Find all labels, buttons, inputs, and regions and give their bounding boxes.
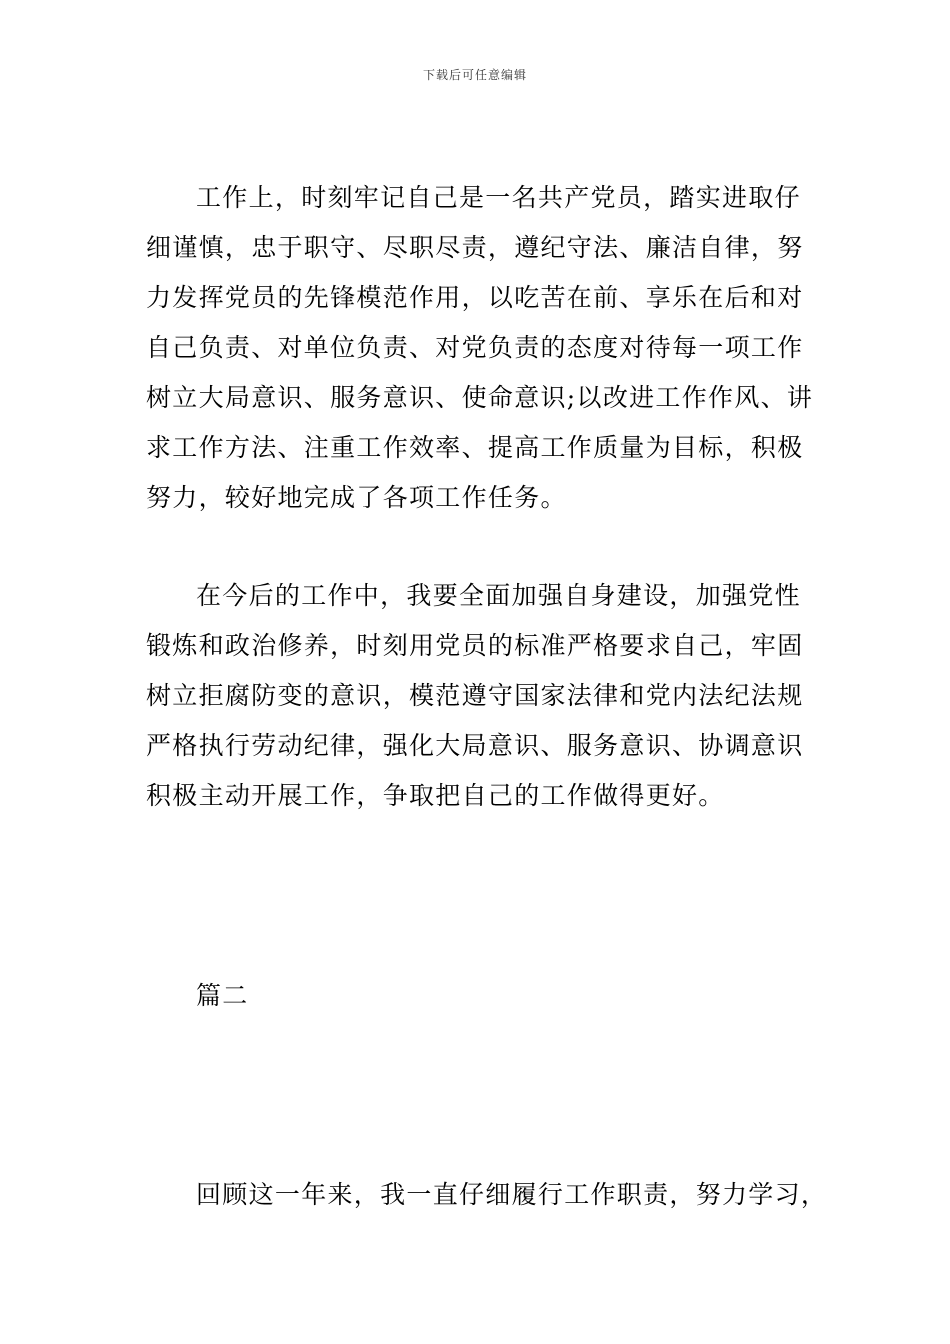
paragraph-1-line-1: 工作上，时刻牢记自己是一名共产党员，踏实进取仔: [196, 183, 801, 212]
paragraph-3-line-1: 回顾这一年来，我一直仔细履行工作职责，努力学习，: [196, 1180, 828, 1209]
paragraph-1-line-6: 求工作方法、注重工作效率、提高工作质量为目标，积极: [146, 433, 804, 462]
paragraph-1-line-3: 力发挥党员的先锋模范作用，以吃苦在前、享乐在后和对: [146, 283, 804, 312]
paragraph-2-line-5: 积极主动开展工作，争取把自己的工作做得更好。: [146, 781, 725, 810]
paragraph-1-line-2: 细谨慎，忠于职守、尽职尽责，遵纪守法、廉洁自律，努: [146, 233, 804, 262]
header-note: 下载后可任意编辑: [422, 68, 527, 82]
paragraph-2-line-4: 严格执行劳动纪律，强化大局意识、服务意识、协调意识: [146, 731, 804, 760]
paragraph-1-line-5: 树立大局意识、服务意识、使命意识;以改进工作作风、讲: [146, 383, 814, 412]
paragraph-1-line-4: 自己负责、对单位负责、对党负责的态度对待每一项工作: [146, 333, 804, 362]
section-heading: 篇二: [196, 981, 249, 1010]
paragraph-1-line-7: 努力，较好地完成了各项工作任务。: [146, 483, 567, 512]
paragraph-2-line-2: 锻炼和政治修养，时刻用党员的标准严格要求自己，牢固: [146, 631, 804, 660]
paragraph-2-line-3: 树立拒腐防变的意识，模范遵守国家法律和党内法纪法规: [146, 681, 804, 710]
paragraph-2-line-1: 在今后的工作中，我要全面加强自身建设，加强党性: [196, 581, 801, 610]
